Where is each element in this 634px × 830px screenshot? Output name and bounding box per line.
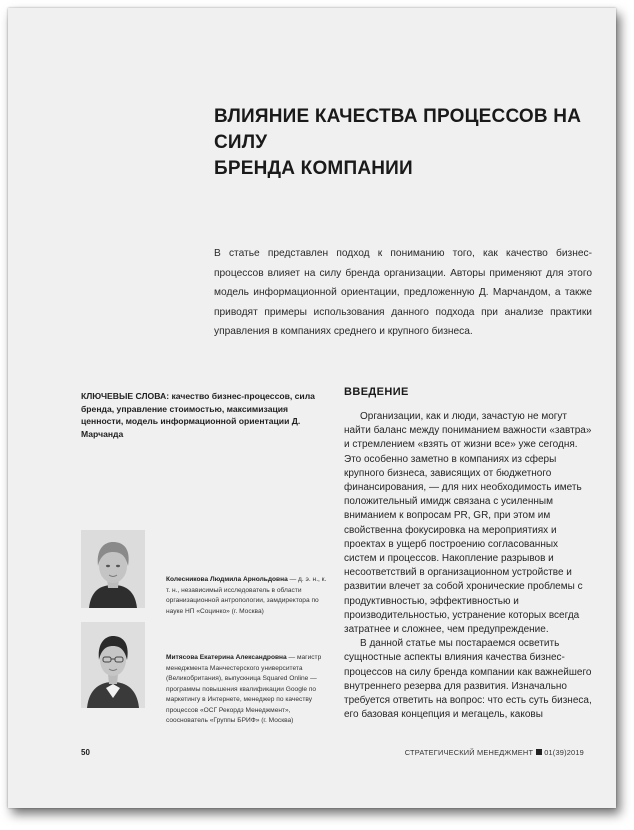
- square-separator-icon: [536, 749, 542, 755]
- section-heading-introduction: ВВЕДЕНИЕ: [344, 386, 409, 398]
- article-abstract: В статье представлен подход к пониманию того, как качество бизнес-процессов влияет на силу бренда организации. Авторы применяют для этого модель информационной ориентации, предложенную Д. Марчандом, а также приводят примеры использования данного подхода при анализе практики управления в компаниях среднего и крупного бизнеса.: [214, 248, 592, 337]
- portrait-image: [81, 530, 145, 608]
- journal-name: СТРАТЕГИЧЕСКИЙ МЕНЕДЖМЕНТ: [404, 748, 534, 757]
- author-name: Колесникова Людмила Арнольдовна: [166, 576, 288, 583]
- portrait-image: [81, 622, 145, 708]
- author-info-2: [166, 653, 328, 727]
- introduction-body: [344, 410, 592, 722]
- author-bio: — д. э. н., к. т. н., независимый исследователь в области организационной антропологии, замдиректора по науке НП «Социнко» (г. Москва): [166, 576, 327, 615]
- body-paragraph: В данной статье мы постараемся осветить сущностные аспекты влияния качества бизнес-процессов на силу бренда компании как важнейшего внутреннего резерва для развития. Изначально требуется ответить на вопрос: что есть суть бизнеса, его базовая концепция и мегацель, каковы: [344, 638, 592, 721]
- article-title: [214, 104, 594, 182]
- journal-issue: 01(39)2019: [544, 748, 584, 757]
- author-name: Митясова Екатерина Александровна: [166, 654, 287, 661]
- author-info-1: [166, 575, 328, 617]
- title-line-1: ВЛИЯНИЕ КАЧЕСТВА ПРОЦЕССОВ НА СИЛУ: [214, 106, 582, 153]
- author-photo-mityasova: [81, 622, 145, 708]
- journal-page: [8, 8, 616, 808]
- author-bio: — магистр менеджмента Манчестерского университета (Великобритания), выпускница Squared Online — программы повышения квалификации Google по маркетингу в Интернете, менеджер по качеству процессов «ОСГ Рекордз Менеджмент», сооснователь «Группы БРИФ» (г. Москва): [166, 654, 322, 724]
- page-number: 50: [81, 748, 90, 757]
- keywords: КЛЮЧЕВЫЕ СЛОВА: качество бизнес-процессов, сила бренда, управление стоимостью, максимизация ценности, модель информационной ориентации Д. Марчанда: [81, 391, 315, 439]
- body-paragraph: Организации, как и люди, зачастую не могут найти баланс между пониманием важности «завтра» и стремлением «взять от жизни все» уже сегодня. Это особенно заметно в компаниях из сферы крупного бизнеса, зависящих от бюджетного финансирования, — для них необходимость иметь положительный имидж связана с усиленным вниманием к вопросам PR, GR, при этом им свойственна фокусировка на мероприятиях и проектах в ущерб построению согласованных систем и процессов. Накопление разрывов и несоответствий в организационном устройстве и развитии влечет за собой хронические проблемы с продуктивностью, эффективностью и производительностью, устранение которых всегда затратнее и сложнее, чем предупреждение.: [344, 411, 592, 636]
- author-photo-kolesnikova: [81, 530, 145, 608]
- journal-footer: [405, 748, 584, 757]
- title-line-2: БРЕНДА КОМПАНИИ: [214, 158, 413, 179]
